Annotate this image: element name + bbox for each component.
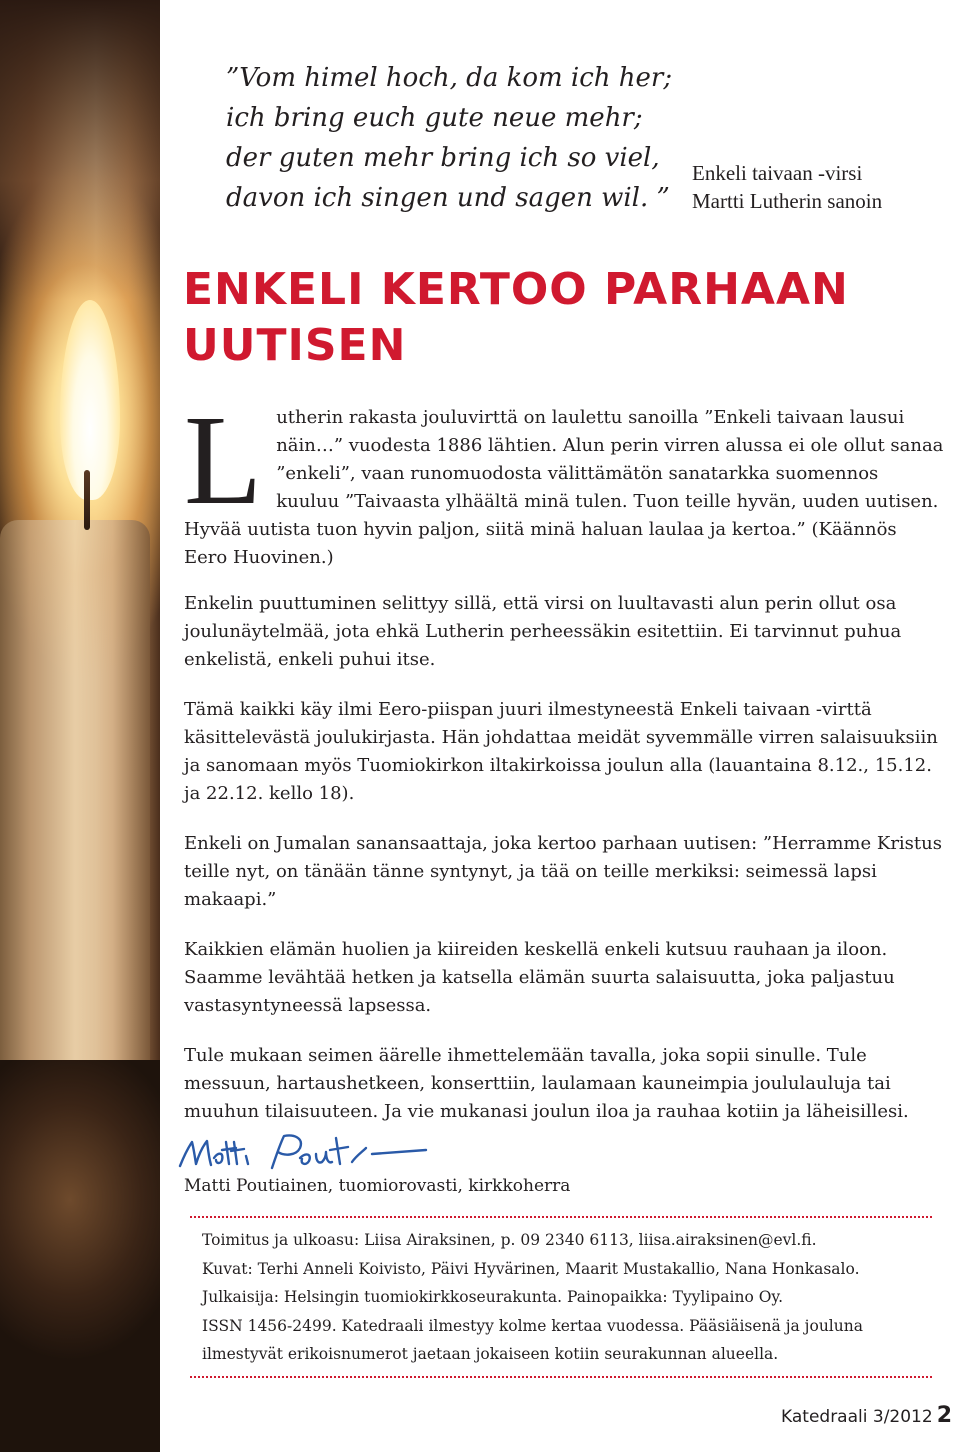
paragraph-text: utherin rakasta jouluvirttä on laulettu sanoilla ”Enkeli taivaan lausui näin…” vuodesta 1886 lähtien. Alun perin virren alussa ei ole ollut sanaa ”enkeli”, vaan runomuodosta välittämätön sanatarkka suomennos kuuluu ”Taivaasta ylhäältä minä tulen. Tuon teille hyvän, uuden uutisen. Hyvää uutista tuon hyvin paljon, siitä minä haluan laulaa ja kertoa.” (Käännös Eero Huovinen.) xyxy=(184,407,944,568)
article-paragraph: Enkeli on Jumalan sanansaattaja, joka kertoo parhaan uutisen: ”Herramme Kristus teille nyt, on tänään tänne syntynyt, ja tää on teille merkiksi: seimessä lapsi makaapi.” xyxy=(184,833,942,910)
candle-photo xyxy=(0,0,160,1452)
hymn-attribution xyxy=(692,159,942,215)
candle-wax xyxy=(0,520,150,1080)
page-number: 2 xyxy=(936,1403,952,1428)
handwritten-signature xyxy=(176,1128,436,1176)
candle-wick xyxy=(84,470,90,530)
drop-cap: L xyxy=(184,389,263,531)
magazine-issue: Katedraali 3/2012 xyxy=(781,1407,933,1427)
candle-flame xyxy=(60,300,120,500)
hymn-line: ”Vom himel hoch, da kom ich her; xyxy=(226,63,673,93)
headline-line: UUTISEN xyxy=(183,320,407,371)
colophon xyxy=(202,1226,942,1369)
article-paragraph: Kaikkien elämän huolien ja kiireiden keskellä enkeli kutsuu rauhaan ja iloon. Saamme levähtää hetken ja katsella elämän suurta salaisuutta, joka paljastuu vastasyntyneessä lapsessa. xyxy=(184,939,895,1016)
photo-shadow xyxy=(0,0,160,300)
colophon-line: Julkaisija: Helsingin tuomiokirkkoseurakunta. Painopaikka: Tyylipaino Oy. xyxy=(202,1288,784,1306)
hymn-line: davon ich singen und sagen wil. ” xyxy=(226,183,670,213)
headline-line: ENKELI KERTOO PARHAAN xyxy=(183,264,849,315)
article-paragraph: Tule mukaan seimen äärelle ihmettelemään tavalla, joka sopii sinulle. Tule messuun, hartaushetkeen, konserttiin, laulamaan kauneimpia joululauluja tai muuhun tilaisuuteen. Ja vie mukanasi joulun iloa ja rauhaa kotiin ja läheisillesi. xyxy=(184,1045,909,1122)
colophon-line: ISSN 1456-2499. Katedraali ilmestyy kolme kertaa vuodessa. Pääsiäisenä ja jouluna xyxy=(202,1316,863,1335)
hymn-line: der guten mehr bring ich so viel, xyxy=(226,143,660,173)
page-footer xyxy=(781,1403,952,1428)
article-headline xyxy=(183,262,943,374)
article-body xyxy=(184,389,944,1148)
article-paragraph: Tämä kaikki käy ilmi Eero-piispan juuri ilmestyneestä Enkeli taivaan -virttä käsittelevästä joulukirjasta. Hän johdattaa meidät syvemmälle virren salaisuuksiin ja sanomaan myös Tuomiokirkon iltakirkoissa joulun alla (lauantaina 8.12., 15.12. ja 22.12. kello 18). xyxy=(184,699,938,804)
attribution-line: Martti Lutherin sanoin xyxy=(692,189,883,213)
signer-name: Matti Poutiainen, tuomiorovasti, kirkkoherra xyxy=(184,1176,571,1196)
attribution-line: Enkeli taivaan -virsi xyxy=(692,161,863,185)
hymn-quote xyxy=(226,58,686,218)
colophon-line: Kuvat: Terhi Anneli Koivisto, Päivi Hyvärinen, Maarit Mustakallio, Nana Honkasalo. xyxy=(202,1259,860,1278)
article-paragraph xyxy=(184,389,944,572)
dotted-divider xyxy=(190,1216,932,1218)
hymn-line: ich bring euch gute neue mehr; xyxy=(226,103,643,133)
colophon-line: Toimitus ja ulkoasu: Liisa Airaksinen, p. 09 2340 6113, liisa.airaksinen@evl.fi. xyxy=(202,1231,817,1249)
candle-holder xyxy=(0,1060,160,1452)
colophon-line: ilmestyvät erikoisnumerot jaetaan jokaiseen kotiin seurakunnan alueella. xyxy=(202,1345,779,1363)
article-paragraph: Enkelin puuttuminen selittyy sillä, että virsi on luultavasti alun perin ollut osa joulunäytelmää, jota ehkä Lutherin perheessäkin esitettiin. Ei tarvinnut puhua enkelistä, enkeli puhui itse. xyxy=(184,593,902,670)
dotted-divider xyxy=(190,1376,932,1378)
